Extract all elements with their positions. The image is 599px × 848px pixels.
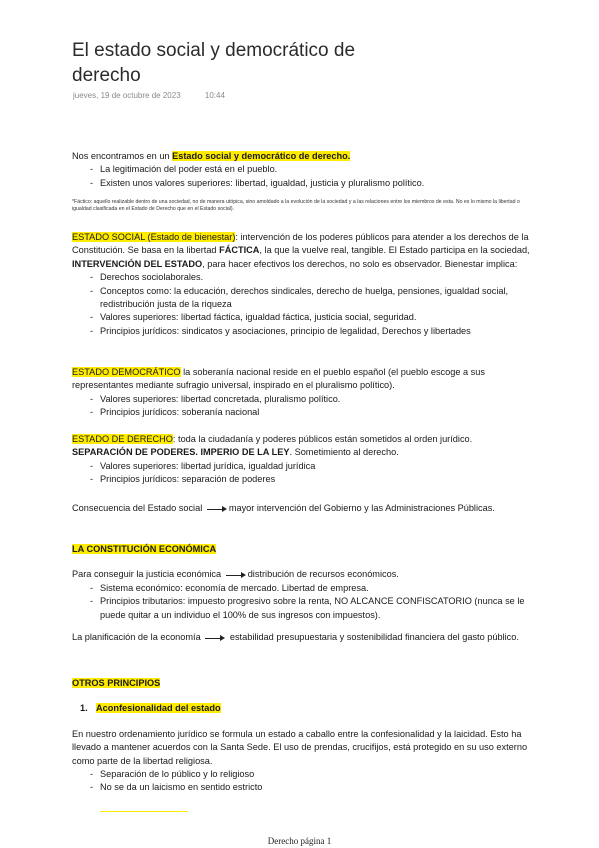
- intro-list: [72, 163, 532, 190]
- democratico-section: [72, 366, 532, 420]
- derecho-list: [72, 460, 532, 487]
- intro-text: Nos encontramos en un: [72, 151, 173, 161]
- consecuencia-section: [72, 502, 532, 515]
- constitucion-paragraph: [72, 568, 532, 581]
- otros-section: [72, 677, 532, 795]
- derecho-section: [72, 433, 532, 487]
- page-date: jueves, 19 de octubre de 2023: [73, 91, 181, 100]
- social-paragraph: [72, 231, 532, 271]
- social-text: : intervención de los poderes públicos para atender a los derechos de la Constitución. Se basa en la libertad: [72, 232, 529, 256]
- list-item: - Principios jurídicos: soberanía nacional: [90, 406, 532, 419]
- derecho-highlight: ESTADO DE DERECHO: [72, 434, 173, 444]
- planificacion-text: estabilidad presupuestaria y sostenibilidad financiera del gasto público.: [229, 632, 519, 643]
- otros-heading-text: OTROS PRINCIPIOS: [72, 678, 161, 688]
- derecho-text: : toda la ciudadanía y poderes públicos están sometidos al orden jurídico.: [172, 434, 473, 444]
- derecho-paragraph: [72, 433, 532, 460]
- list-item: - Valores superiores: libertad fáctica, igualdad fáctica, justicia social, seguridad.: [90, 311, 532, 324]
- intro-section: [72, 150, 532, 213]
- democratico-text: la soberanía nacional reside en el pueblo español (el pueblo escoge a sus representantes mediante sufragio universal, inspirado en el pluralismo político).: [72, 367, 485, 391]
- otros-numbered-item: [72, 702, 532, 715]
- list-item: - Conceptos como: la educación, derechos sindicales, derecho de huelga, pensiones, igualdad social, redistribución justa de la riqueza: [90, 285, 532, 312]
- social-bold: FÁCTICA: [219, 245, 260, 256]
- item-number: 1.: [80, 703, 88, 714]
- page-footer: Derecho página 1: [267, 836, 332, 846]
- intro-line: [72, 150, 532, 163]
- item-label: Aconfesionalidad del estado: [96, 703, 221, 714]
- highlight-divider: [100, 811, 188, 812]
- consecuencia-paragraph: [72, 502, 532, 515]
- list-item: - Sistema económico: economía de mercado. Libertad de empresa.: [90, 582, 532, 595]
- democratico-list: [72, 393, 532, 420]
- social-text: , para hacer efectivos los derechos, no solo es observador. Bienestar implica:: [202, 258, 518, 269]
- list-item: - Principios tributarios: impuesto progresivo sobre la renta, NO ALCANCE CONFISCATORIO (nunca se le puede quitar a un individuo el 100% de sus ingresos con impuestos).: [90, 595, 532, 622]
- list-item: - Principios jurídicos: sindicatos y asociaciones, principio de legalidad, Derechos y libertades: [90, 325, 532, 338]
- constitucion-heading: [72, 543, 532, 556]
- list-item: - Valores superiores: libertad concretada, pluralismo político.: [90, 393, 532, 406]
- derecho-bold: SEPARACIÓN DE PODERES. IMPERIO DE LA LEY: [72, 447, 290, 458]
- list-item: - Principios jurídicos: separación de poderes: [90, 473, 532, 486]
- democratico-paragraph: [72, 366, 532, 393]
- constitucion-list: [72, 582, 532, 622]
- social-text: , la que la vuelve real, tangible. El Estado participa en la sociedad,: [259, 245, 530, 256]
- constitucion-section: [72, 543, 532, 644]
- derecho-text: . Sometimiento al derecho.: [289, 447, 399, 458]
- planificacion-text: La planificación de la economía: [72, 632, 201, 643]
- social-section: [72, 231, 532, 338]
- page-title: El estado social y democrático de derecho: [72, 40, 356, 86]
- democratico-highlight: ESTADO DEMOCRÁTICO: [72, 367, 181, 377]
- list-item: - Derechos sociolaborales.: [90, 271, 532, 284]
- social-bold: INTERVENCIÓN DEL ESTADO: [72, 258, 203, 269]
- constitucion-text: Para conseguir la justicia económica: [72, 569, 222, 580]
- arrow-right-icon: [207, 506, 227, 512]
- otros-list: [72, 768, 532, 795]
- list-item: - No se da un laicismo en sentido estricto: [90, 781, 532, 794]
- consecuencia-text: mayor intervención del Gobierno y las Administraciones Públicas.: [228, 503, 495, 513]
- list-item: - La legitimación del poder está en el pueblo.: [90, 163, 532, 176]
- page-meta: [73, 91, 225, 100]
- list-item: - Valores superiores: libertad jurídica, igualdad jurídica: [90, 460, 532, 473]
- constitucion-text: distribución de recursos económicos.: [247, 569, 399, 580]
- intro-highlight: Estado social y democrático de derecho.: [172, 151, 351, 161]
- page-time: 10:44: [204, 91, 225, 100]
- otros-paragraph: En nuestro ordenamiento jurídico se formula un estado a caballo entre la confesionalidad y la laicidad. Esto ha llevado a mantener acuerdos con la Santa Sede. El uso de prendas, crucifijos, está protegido en su uso externo como parte de la libertad religiosa.: [72, 728, 528, 766]
- arrow-right-icon: [226, 572, 246, 578]
- list-item: - Existen unos valores superiores: libertad, igualdad, justicia y pluralismo político.: [90, 177, 532, 190]
- intro-note: *Fáctico: aquello realizable dentro de una sociedad, no de manera utópica, sino amoldado a la evolución de la sociedad y a las relaciones entre los miembros de esta. No es lo mismo la libertad o igualdad clasificada en el Estado de Derecho que en el Estado social).: [72, 199, 520, 213]
- constitucion-heading-text: LA CONSTITUCIÓN ECONÓMICA: [72, 544, 217, 554]
- consecuencia-text: Consecuencia del Estado social: [72, 503, 203, 513]
- otros-heading: [72, 677, 532, 690]
- planificacion-paragraph: [72, 631, 532, 644]
- social-highlight: ESTADO SOCIAL (Estado de bienestar): [72, 232, 236, 242]
- list-item: - Separación de lo público y lo religioso: [90, 768, 532, 781]
- social-list: [72, 271, 532, 338]
- arrow-right-icon: [205, 635, 225, 641]
